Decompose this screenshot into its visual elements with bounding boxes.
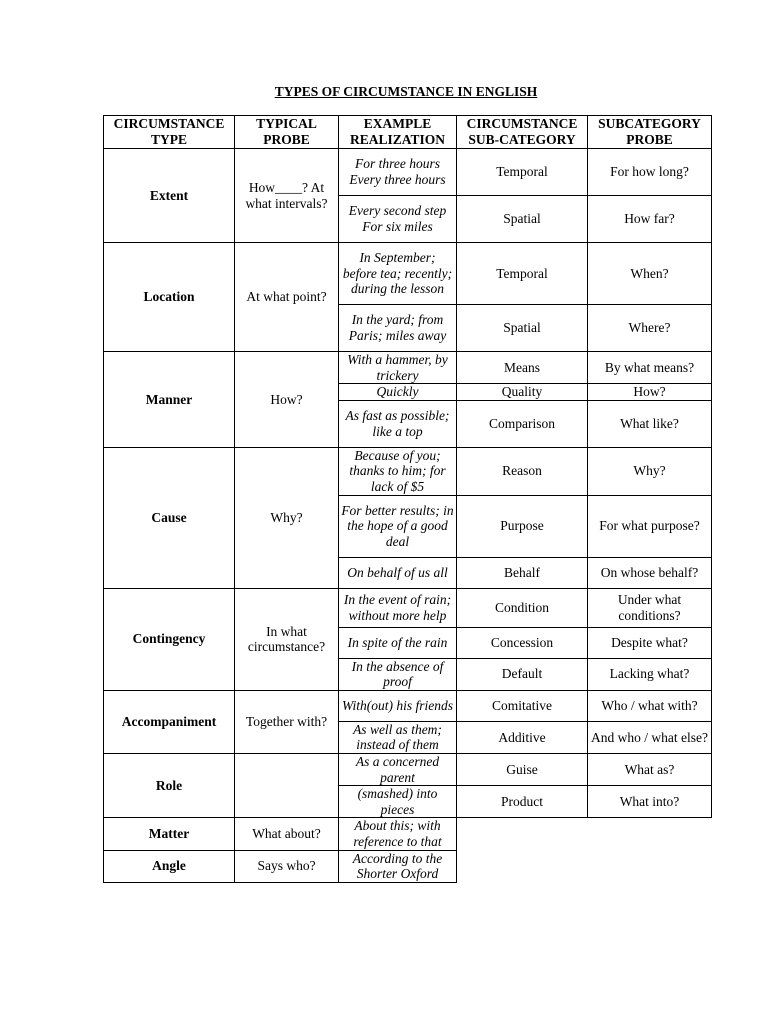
circumstance-table [103, 115, 712, 883]
example-realization-cell: For three hours Every three hours [339, 149, 457, 196]
sub-category-cell: Comparison [457, 400, 588, 447]
header-subcategory-probe: SUBCATEGORY PROBE [588, 116, 712, 149]
example-realization-cell: With a hammer, by trickery [339, 352, 457, 384]
example-realization-cell: In the absence of proof [339, 658, 457, 690]
subcategory-probe-cell: Why? [588, 447, 712, 495]
example-realization-cell: In the yard; from Paris; miles away [339, 305, 457, 352]
subcategory-probe-cell: Lacking what? [588, 658, 712, 690]
sub-category-cell: Temporal [457, 149, 588, 196]
table-row [104, 447, 712, 495]
typical-probe-cell: In what circumstance? [235, 588, 339, 690]
subcategory-probe-cell: On whose behalf? [588, 557, 712, 588]
empty-cell [457, 818, 712, 850]
example-realization-cell: In spite of the rain [339, 627, 457, 658]
table-row [104, 243, 712, 305]
subcategory-probe-cell: How far? [588, 196, 712, 243]
table-row [104, 818, 712, 850]
example-realization-cell: (smashed) into pieces [339, 786, 457, 818]
table-row [104, 352, 712, 384]
table-row [104, 588, 712, 627]
subcategory-probe-cell: For what purpose? [588, 495, 712, 557]
table-row [104, 690, 712, 721]
sub-category-cell: Behalf [457, 557, 588, 588]
example-realization-cell: Quickly [339, 384, 457, 401]
subcategory-probe-cell: What like? [588, 400, 712, 447]
circumstance-type-cell: Cause [104, 447, 235, 588]
sub-category-cell: Condition [457, 588, 588, 627]
typical-probe-cell: How____? At what intervals? [235, 149, 339, 243]
header-example-realization: EXAMPLE REALIZATION [339, 116, 457, 149]
typical-probe-cell: Why? [235, 447, 339, 588]
document-title: TYPES OF CIRCUMSTANCE IN ENGLISH [274, 84, 538, 99]
typical-probe-cell: Together with? [235, 690, 339, 753]
example-realization-cell: Because of you; thanks to him; for lack of $5 [339, 447, 457, 495]
table-row [104, 149, 712, 196]
sub-category-cell: Comitative [457, 690, 588, 721]
example-realization-cell: With(out) his friends [339, 690, 457, 721]
sub-category-cell: Spatial [457, 196, 588, 243]
subcategory-probe-cell: Where? [588, 305, 712, 352]
header-circumstance-type: CIRCUMSTANCE TYPE [104, 116, 235, 149]
subcategory-probe-cell: Under what conditions? [588, 588, 712, 627]
example-realization-cell: As well as them; instead of them [339, 721, 457, 753]
circumstance-type-cell: Matter [104, 818, 235, 850]
example-realization-cell: As fast as possible; like a top [339, 400, 457, 447]
subcategory-probe-cell: By what means? [588, 352, 712, 384]
subcategory-probe-cell: How? [588, 384, 712, 401]
table-row [104, 753, 712, 785]
sub-category-cell: Guise [457, 753, 588, 785]
example-realization-cell: According to the Shorter Oxford [339, 850, 457, 882]
sub-category-cell: Temporal [457, 243, 588, 305]
header-typical-probe: TYPICAL PROBE [235, 116, 339, 149]
sub-category-cell: Spatial [457, 305, 588, 352]
subcategory-probe-cell: For how long? [588, 149, 712, 196]
subcategory-probe-cell: What as? [588, 753, 712, 785]
sub-category-cell: Means [457, 352, 588, 384]
example-realization-cell: As a concerned parent [339, 753, 457, 785]
circumstance-type-cell: Accompaniment [104, 690, 235, 753]
subcategory-probe-cell: When? [588, 243, 712, 305]
table-header-row [104, 116, 712, 149]
sub-category-cell: Reason [457, 447, 588, 495]
example-realization-cell: In September; before tea; recently; during the lesson [339, 243, 457, 305]
circumstance-type-cell: Role [104, 753, 235, 817]
subcategory-probe-cell: Despite what? [588, 627, 712, 658]
sub-category-cell: Product [457, 786, 588, 818]
subcategory-probe-cell: And who / what else? [588, 721, 712, 753]
table-row [104, 850, 712, 882]
typical-probe-cell: At what point? [235, 243, 339, 352]
subcategory-probe-cell: Who / what with? [588, 690, 712, 721]
sub-category-cell: Quality [457, 384, 588, 401]
typical-probe-cell: Says who? [235, 850, 339, 882]
empty-cell [457, 850, 712, 882]
circumstance-type-cell: Contingency [104, 588, 235, 690]
example-realization-cell: Every second step For six miles [339, 196, 457, 243]
example-realization-cell: About this; with reference to that [339, 818, 457, 850]
example-realization-cell: In the event of rain; without more help [339, 588, 457, 627]
circumstance-type-cell: Location [104, 243, 235, 352]
header-sub-category: CIRCUMSTANCE SUB-CATEGORY [457, 116, 588, 149]
typical-probe-cell: What about? [235, 818, 339, 850]
sub-category-cell: Additive [457, 721, 588, 753]
circumstance-type-cell: Extent [104, 149, 235, 243]
circumstance-type-cell: Angle [104, 850, 235, 882]
example-realization-cell: For better results; in the hope of a good deal [339, 495, 457, 557]
circumstance-type-cell: Manner [104, 352, 235, 448]
typical-probe-cell [235, 753, 339, 817]
sub-category-cell: Purpose [457, 495, 588, 557]
example-realization-cell: On behalf of us all [339, 557, 457, 588]
subcategory-probe-cell: What into? [588, 786, 712, 818]
sub-category-cell: Default [457, 658, 588, 690]
sub-category-cell: Concession [457, 627, 588, 658]
typical-probe-cell: How? [235, 352, 339, 448]
